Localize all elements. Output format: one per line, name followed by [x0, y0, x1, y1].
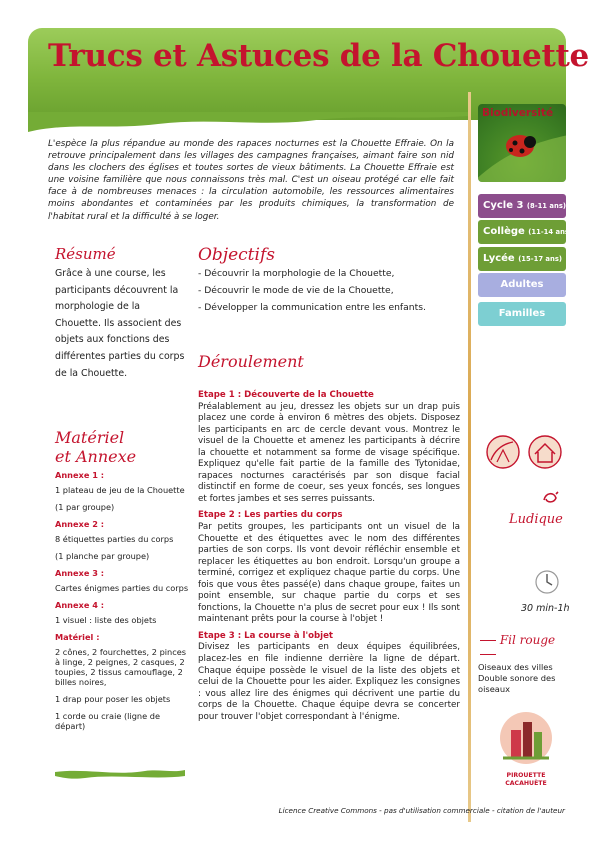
- level-badge-college: [478, 220, 573, 244]
- objectif-item: - Découvrir le mode de vie de la Chouette,: [198, 284, 394, 296]
- house-icon: [525, 432, 565, 472]
- materiel-heading-line1: Matériel: [55, 428, 125, 447]
- resume-text: Grâce à une course, les participants découvrent la morphologie de la Chouette. Ils associent des objets aux fonctions des différentes parties du corps de la Chouette.: [55, 268, 185, 379]
- materiel-item: 1 corde ou craie (ligne de départ): [55, 711, 160, 731]
- level-badge-adultes: [478, 273, 566, 297]
- licence-footer: Licence Creative Commons - pas d'utilisation commerciale - citation de l'auteur: [278, 806, 565, 815]
- resume-heading: Résumé: [55, 245, 116, 263]
- level-name: Collège: [483, 226, 525, 237]
- step-title: Etape 3 : La course à l'objet: [198, 630, 334, 641]
- fil-rouge-heading: [480, 633, 566, 661]
- materiel-list: [55, 470, 189, 738]
- level-name: Adultes: [500, 279, 544, 290]
- materiel-label: Matériel :: [55, 632, 100, 642]
- logo-text-line1: PIROUETTE: [506, 772, 546, 779]
- deroulement-heading: Déroulement: [198, 352, 304, 371]
- annexe-item: Cartes énigmes parties du corps: [55, 583, 189, 593]
- objectifs-list: [198, 266, 460, 316]
- materiel-heading-line2: et Annexe: [55, 447, 137, 466]
- fil-rouge-item: Double sonore des oiseaux: [478, 673, 556, 694]
- ludique-label: Ludique: [509, 512, 563, 527]
- logo-text: [493, 772, 559, 787]
- level-range: (15-17 ans): [518, 255, 562, 263]
- biodiversite-label: Biodiversité: [482, 107, 554, 119]
- step-text: Divisez les participants en deux équipes équilibrées, placez-les en file indienne derrière la ligne de départ. Chaque équipe possède le visuel de la liste des objets et celui de la Chouette pour les aider. Expliquez les consignes : vous allez lire des énigmes qui décrivent une partie du corps de la Chouette. Chaque équipe devra se concerter pour trouver l'objet correspondant à l'énigme.: [198, 642, 460, 722]
- duration-label: 30 min-1h: [521, 603, 570, 614]
- annexe-item: 1 plateau de jeu de la Chouette: [55, 485, 185, 495]
- level-badge-cycle3: [478, 194, 566, 218]
- step-text: Par petits groupes, les participants ont un visuel de la Chouette et des étiquettes avec le nom des différentes parties de son corps. Ils vont devoir réfléchir ensemble et replacer les étiquettes au bon endroit. Lorsqu'un groupe a terminé, corrigez et expliquez chaque partie du corps. Une fois que vous êtes passé(e) dans chaque groupe, faites un point ensemble, sur chaque partie du corps et ses fonctions, la Chouette n'a plus de secret pour eux ! Ils sont maintenant prêts pour la course à l'objet !: [198, 522, 460, 625]
- objectif-item: - Développer la communication entre les enfants.: [198, 301, 426, 313]
- objectifs-heading: Objectifs: [198, 245, 275, 265]
- materiel-heading: [55, 428, 175, 466]
- step-text: Préalablement au jeu, dressez les objets sur un drap puis placez une corde à environ 6 mètres des objets. Disposez les participants en arc de cercle devant vous. Montrez le visuel de la Chouette et amenez les participants à décrire la chouette et notamment sa forme de visage spécifique. Expliquez qu'elle fait partie de la famille des Tytonidae, rapaces nocturnes caractérisés par son disque facial distinctif en forme de coeur, ses yeux foncés, ses longues et fortes jambes et ses serres puissants.: [198, 401, 460, 504]
- intro-paragraph: L'espèce la plus répandue au monde des rapaces nocturnes est la Chouette Effraie. On la retrouve principalement dans les villages des campagnes françaises, aimant faire son nid dans les clochers des églises et toutes sortes de vieux bâtiments. La Chouette Effraie est une voisine familière que nous connaissons très mal. C'est un oiseau protégé car elle fait face à de nombreuses menaces : la circulation automobile, les ressources alimentaires moins abondantes et contaminées par les produits chimiques, la transformation de l'habitat rural et la difficulté à se loger.: [48, 139, 454, 222]
- fil-rouge-rule-right: [480, 654, 496, 655]
- level-range: (11-14 ans): [528, 228, 573, 236]
- annexe-item: 1 visuel : liste des objets: [55, 615, 157, 625]
- column-divider: [468, 92, 471, 822]
- step-title: Etape 2 : Les parties du corps: [198, 510, 343, 521]
- deroulement-steps: [198, 390, 460, 728]
- level-badge-familles: [478, 302, 566, 326]
- logo-text-line2: CACAHUÈTE: [505, 779, 547, 787]
- materiel-item: 2 cônes, 2 fourchettes, 2 pinces à linge, 2 peignes, 2 casques, 2 toupies, 2 tissus camouflage, 2 billes noires,: [55, 647, 187, 687]
- annexe-item: (1 par groupe): [55, 502, 115, 512]
- step-title: Etape 1 : Découverte de la Chouette: [198, 390, 374, 400]
- play-arrow-icon: [542, 490, 560, 506]
- nature-sun-icon: [483, 432, 523, 472]
- clock-icon: [533, 568, 561, 596]
- annexe-label: Annexe 3 :: [55, 568, 105, 578]
- annexe-label: Annexe 2 :: [55, 519, 105, 529]
- level-name: Lycée: [483, 253, 515, 264]
- fil-rouge-title: Fil rouge: [499, 633, 556, 647]
- level-name: Familles: [498, 308, 546, 319]
- materiel-item: 1 drap pour poser les objets: [55, 694, 171, 704]
- annexe-label: Annexe 4 :: [55, 600, 105, 610]
- annexe-label: Annexe 1 :: [55, 470, 105, 480]
- fil-rouge-items: [478, 662, 566, 695]
- objectif-item: - Découvrir la morphologie de la Chouette,: [198, 268, 395, 279]
- fil-rouge-rule-left: [480, 640, 496, 641]
- annexe-item: (1 planche par groupe): [55, 551, 150, 561]
- banner-torn-edge: [28, 112, 468, 134]
- green-torn-strip: [55, 766, 185, 780]
- level-badge-lycee: [478, 247, 566, 271]
- level-range: (8-11 ans): [526, 202, 566, 210]
- annexe-item: 8 étiquettes parties du corps: [55, 534, 174, 544]
- fil-rouge-item: Oiseaux des villes: [478, 662, 553, 672]
- level-name: Cycle 3: [483, 200, 524, 211]
- page-title: Trucs et Astuces de la Chouette: [48, 38, 589, 74]
